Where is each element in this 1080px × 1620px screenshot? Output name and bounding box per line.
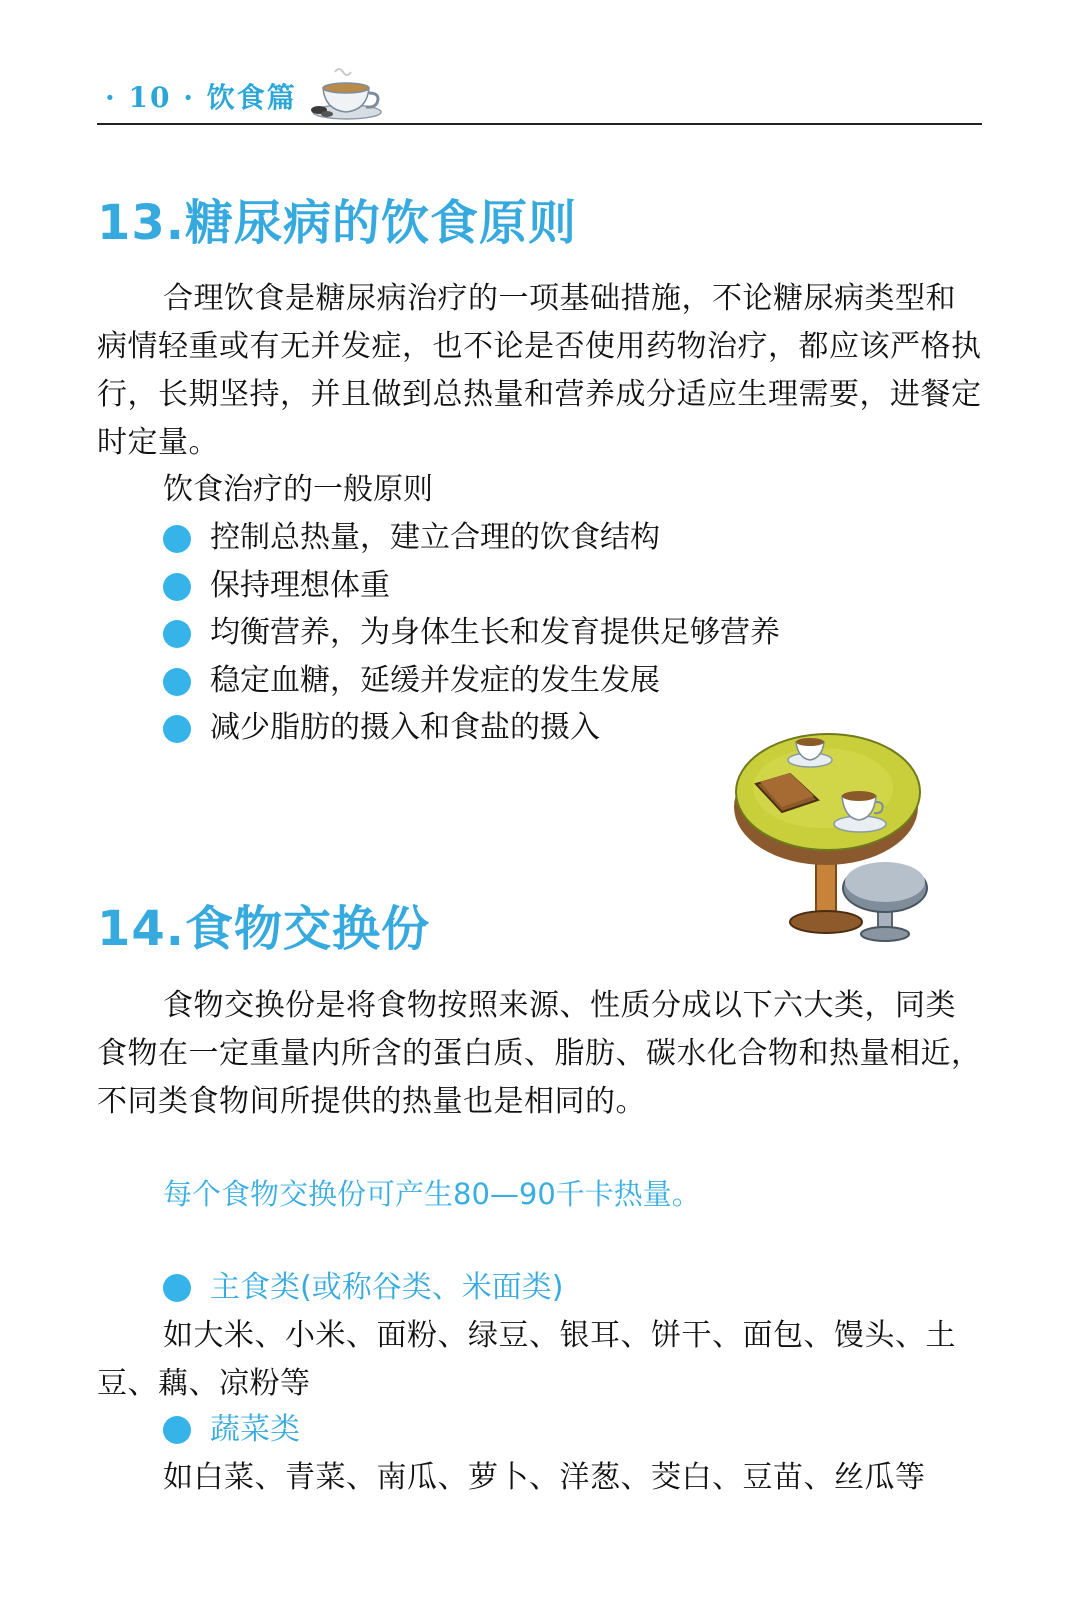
bullet-dot-icon xyxy=(163,525,191,553)
category-heading-staples xyxy=(163,1265,563,1311)
exchange-highlight: 每个食物交换份可产生80—90千卡热量。 xyxy=(163,1177,701,1211)
principle-text: 保持理想体重 xyxy=(210,567,390,603)
principle-item xyxy=(163,514,780,562)
cafe-table-illustration xyxy=(728,712,938,952)
bullet-dot-icon xyxy=(163,1274,191,1302)
bullet-dot-icon xyxy=(163,620,191,648)
principle-text: 减少脂肪的摄入和食盐的摄入 xyxy=(210,710,600,745)
page-header xyxy=(97,66,977,124)
principles-subhead: 饮食治疗的一般原则 xyxy=(163,472,433,507)
category-name: 主食类(或称谷类、米面类) xyxy=(210,1270,564,1305)
principles-list xyxy=(163,514,780,752)
bullet-dot-icon xyxy=(163,573,191,601)
section-title-14: 14.食物交换份 xyxy=(97,901,431,957)
category-examples-vegetables: 如白菜、青菜、南瓜、萝卜、洋葱、茭白、豆苗、丝瓜等 xyxy=(163,1460,926,1495)
section-13-intro: 合理饮食是糖尿病治疗的一项基础措施，不论糖尿病类型和病情轻重或有无并发症，也不论是否使用药物治疗，都应该严格执行，长期坚持，并且做到总热量和营养成分适应生理需要，进餐定时定量。 xyxy=(97,281,982,460)
category-name: 蔬菜类 xyxy=(210,1412,300,1447)
page-marker: · 10 · 饮食篇 xyxy=(105,81,297,114)
principle-item xyxy=(163,609,780,657)
section-14-intro: 食物交换份是将食物按照来源、性质分成以下六大类，同类食物在一定重量内所含的蛋白质、脂肪、碳水化合物和热量相近，不同类食物间所提供的热量也是相同的。 xyxy=(97,988,982,1119)
principle-item xyxy=(163,657,780,705)
header-rule xyxy=(97,123,982,125)
principle-text: 均衡营养，为身体生长和发育提供足够营养 xyxy=(210,615,780,650)
category-examples-staples: 如大米、小米、面粉、绿豆、银耳、饼干、面包、馒头、土豆、藕、凉粉等 xyxy=(97,1318,956,1401)
bullet-dot-icon xyxy=(163,668,191,696)
teacup-icon xyxy=(305,66,385,122)
bullet-dot-icon xyxy=(163,1416,191,1444)
principle-item xyxy=(163,704,780,752)
bullet-dot-icon xyxy=(163,715,191,743)
category-heading-vegetables xyxy=(163,1407,300,1453)
principle-text: 稳定血糖，延缓并发症的发生发展 xyxy=(210,662,660,698)
section-title-13: 13.糖尿病的饮食原则 xyxy=(97,195,578,251)
principle-item xyxy=(163,562,780,610)
principle-text: 控制总热量，建立合理的饮食结构 xyxy=(210,520,660,555)
